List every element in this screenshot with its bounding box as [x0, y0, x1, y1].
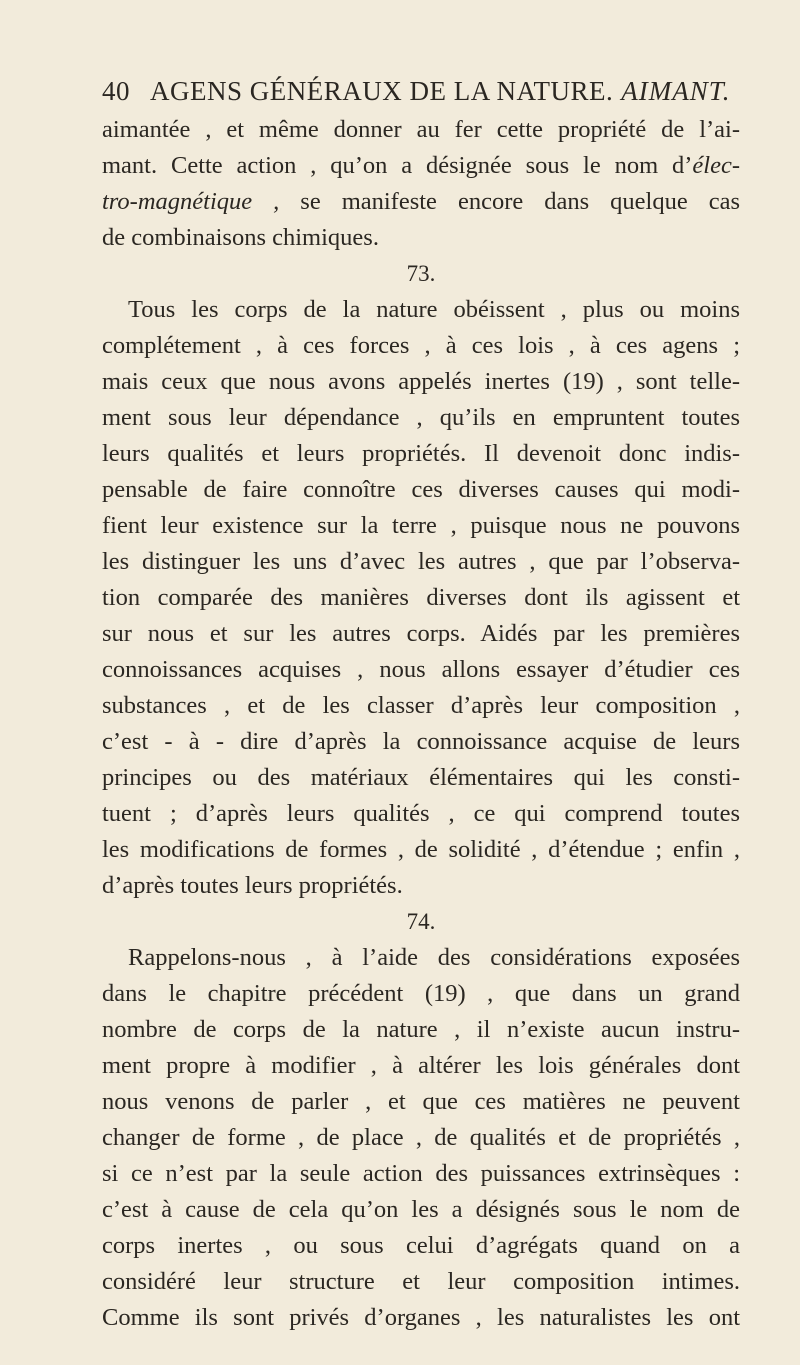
text-span: mant. Cette action , qu’on a désignée sous le nom d’ [102, 152, 693, 179]
text-line: nous venons de parler , et que ces matières ne peuvent [102, 1088, 740, 1115]
page-body [102, 112, 740, 1336]
text-line: tuent ; d’après leurs qualités , ce qui comprend toutes [102, 800, 740, 827]
text-line: corps inertes , ou sous celui d’agrégats quand on a [102, 1232, 740, 1259]
section-number: 73. [406, 261, 436, 286]
text-line: principes ou des matériaux élémentaires qui les consti- [102, 764, 740, 791]
text-line: si ce n’est par la seule action des puissances extrinsèques : [102, 1160, 740, 1187]
text-line: aimantée , et même donner au fer cette propriété de l’ai- [102, 116, 740, 143]
italic-term: tro-magnétique , [102, 188, 280, 215]
text-line: considéré leur structure et leur composition intimes. [102, 1268, 740, 1295]
header-title: AGENS GÉNÉRAUX DE LA NATURE. [150, 76, 614, 106]
text-span: se manifeste encore dans quelque cas [279, 188, 740, 215]
text-line: ment propre à modifier , à altérer les lois générales dont [102, 1052, 740, 1079]
text-line [102, 148, 740, 184]
text-line: d’après toutes leurs propriétés. [102, 872, 403, 899]
text-line: changer de forme , de place , de qualités et de propriétés , [102, 1124, 740, 1151]
text-line: les distinguer les uns d’avec les autres , que par l’observa- [102, 548, 740, 575]
section-number: 74. [406, 909, 436, 934]
text-line: de combinaisons chimiques. [102, 224, 379, 251]
text-line: complétement , à ces forces , à ces lois , à ces agens ; [102, 332, 740, 359]
text-line: les modifications de formes , de solidité , d’étendue ; enfin , [102, 836, 740, 863]
text-line: sur nous et sur les autres corps. Aidés par les premières [102, 620, 740, 647]
text-line: c’est à cause de cela qu’on les a désignés sous le nom de [102, 1196, 740, 1223]
text-line: Tous les corps de la nature obéissent , plus ou moins [128, 296, 740, 323]
page-header [102, 76, 731, 107]
text-line: tion comparée des manières diverses dont ils agissent et [102, 584, 740, 611]
text-line: connoissances acquises , nous allons essayer d’étudier ces [102, 656, 740, 683]
text-line: Comme ils sont privés d’organes , les naturalistes les ont [102, 1304, 740, 1331]
text-line: fient leur existence sur la terre , puisque nous ne pouvons [102, 512, 740, 539]
text-line: substances , et de les classer d’après leur composition , [102, 692, 740, 719]
text-line: nombre de corps de la nature , il n’existe aucun instru- [102, 1016, 740, 1043]
page-number: 40 [102, 76, 130, 106]
text-line: dans le chapitre précédent (19) , que dans un grand [102, 980, 740, 1007]
text-line: Rappelons-nous , à l’aide des considérations exposées [128, 944, 740, 971]
italic-term: élec- [692, 152, 740, 179]
text-line: c’est - à - dire d’après la connoissance acquise de leurs [102, 728, 740, 755]
text-line: ment sous leur dépendance , qu’ils en empruntent toutes [102, 404, 740, 431]
running-head: AIMANT. [621, 76, 731, 106]
text-line [102, 184, 740, 220]
text-line: leurs qualités et leurs propriétés. Il devenoit donc indis- [102, 440, 740, 467]
text-line: pensable de faire connoître ces diverses causes qui modi- [102, 476, 740, 503]
text-line: mais ceux que nous avons appelés inertes (19) , sont telle- [102, 368, 740, 395]
